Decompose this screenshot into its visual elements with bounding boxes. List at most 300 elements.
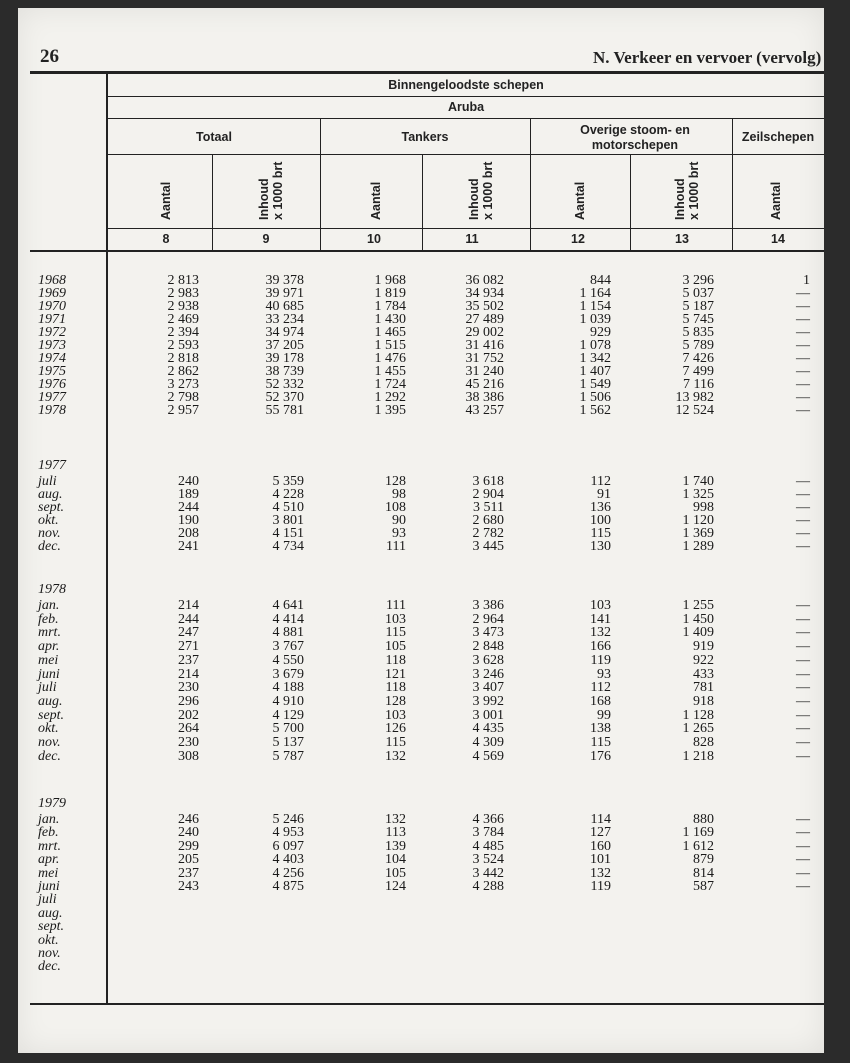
cell-col-10: 124 bbox=[385, 878, 406, 894]
section-title: N. Verkeer en vervoer (vervolg) bbox=[593, 48, 822, 67]
row-label: juli bbox=[38, 892, 57, 908]
group-label-text: 1979 bbox=[38, 796, 66, 811]
cell-col-14: — bbox=[796, 539, 810, 555]
cell-col-11: 2 848 bbox=[472, 639, 504, 655]
cell-col-14: — bbox=[796, 487, 810, 503]
cell-col-11: 4 309 bbox=[472, 735, 504, 751]
cell-col-9: 4 256 bbox=[272, 865, 304, 881]
rule-col-8-9 bbox=[212, 154, 213, 252]
cell-col-13: 1 409 bbox=[682, 625, 714, 641]
cell-col-9: 38 739 bbox=[265, 364, 304, 380]
cell-col-8: 2 394 bbox=[167, 325, 199, 341]
cell-col-13: 7 426 bbox=[682, 351, 714, 367]
cell-col-10: 1 784 bbox=[374, 299, 406, 315]
cell-col-14: — bbox=[796, 312, 810, 328]
row-label: juli bbox=[38, 680, 57, 696]
colnum-12: 12 bbox=[571, 232, 585, 246]
cell-col-13: 1 325 bbox=[682, 487, 714, 503]
cell-col-10: 118 bbox=[385, 652, 406, 668]
row-label: mei bbox=[38, 865, 59, 881]
cell-col-11: 3 001 bbox=[472, 707, 504, 723]
cell-col-10: 115 bbox=[385, 625, 406, 641]
cell-col-14: — bbox=[796, 721, 810, 737]
cell-col-11: 45 216 bbox=[465, 377, 504, 393]
cell-col-11: 3 628 bbox=[472, 652, 504, 668]
cell-col-10: 1 292 bbox=[374, 390, 406, 406]
cell-col-12: 103 bbox=[590, 598, 611, 613]
cell-col-12: 130 bbox=[590, 539, 611, 555]
rule-above-colnums bbox=[108, 228, 824, 229]
month-row bbox=[18, 959, 824, 975]
cell-col-8: 308 bbox=[178, 748, 199, 764]
cell-col-13: 7 499 bbox=[682, 364, 714, 380]
cell-col-10: 111 bbox=[386, 598, 406, 613]
cell-col-14: — bbox=[796, 299, 810, 315]
cell-col-8: 2 813 bbox=[167, 273, 199, 288]
cell-col-8: 240 bbox=[178, 474, 199, 489]
row-label: apr. bbox=[38, 852, 60, 868]
cell-col-12: 91 bbox=[597, 487, 611, 503]
header-inhoud-11-l1: Inhoud bbox=[467, 178, 481, 220]
cell-col-10: 139 bbox=[385, 838, 406, 854]
cell-col-11: 2 782 bbox=[472, 526, 504, 542]
row-label: juni bbox=[38, 666, 60, 682]
colnum-10: 10 bbox=[367, 232, 381, 246]
cell-col-9: 4 641 bbox=[272, 598, 304, 613]
cell-col-9: 4 403 bbox=[272, 852, 304, 868]
cell-col-12: 114 bbox=[590, 812, 611, 827]
cell-col-12: 112 bbox=[590, 680, 611, 696]
cell-col-12: 136 bbox=[590, 500, 611, 516]
cell-col-11: 3 386 bbox=[472, 598, 504, 613]
cell-col-13: 1 218 bbox=[682, 748, 714, 764]
cell-col-9: 55 781 bbox=[265, 403, 304, 419]
page-number: 26 bbox=[40, 46, 59, 67]
cell-col-13: 5 037 bbox=[682, 286, 714, 302]
row-label: 1968 bbox=[38, 273, 66, 288]
cell-col-13: 1 289 bbox=[682, 539, 714, 555]
cell-col-10: 115 bbox=[385, 735, 406, 751]
cell-col-13: 1 120 bbox=[682, 513, 714, 529]
header-aantal-14: Aantal bbox=[769, 181, 783, 220]
row-label: dec. bbox=[38, 539, 61, 555]
cell-col-8: 237 bbox=[178, 865, 199, 881]
cell-col-9: 3 767 bbox=[272, 639, 304, 655]
row-label: 1971 bbox=[38, 312, 66, 328]
cell-col-9: 4 151 bbox=[272, 526, 304, 542]
cell-col-13: 5 835 bbox=[682, 325, 714, 341]
row-label: dec. bbox=[38, 959, 61, 975]
cell-col-9: 4 734 bbox=[272, 539, 304, 555]
row-label: 1972 bbox=[38, 325, 66, 341]
cell-col-13: 5 745 bbox=[682, 312, 714, 328]
cell-col-11: 36 082 bbox=[465, 273, 504, 288]
cell-col-13: 1 128 bbox=[682, 707, 714, 723]
cell-col-11: 4 366 bbox=[472, 812, 504, 827]
cell-col-13: 922 bbox=[693, 652, 714, 668]
header-aantal-12: Aantal bbox=[573, 181, 587, 220]
cell-col-14: — bbox=[796, 286, 810, 302]
colnum-8: 8 bbox=[162, 232, 170, 246]
row-label: mei bbox=[38, 652, 59, 668]
group-label-text: 1977 bbox=[38, 458, 66, 473]
row-label: sept. bbox=[38, 919, 65, 935]
cell-col-9: 6 097 bbox=[272, 838, 304, 854]
cell-col-8: 214 bbox=[178, 598, 199, 613]
row-label: sept. bbox=[38, 707, 65, 723]
cell-col-12: 844 bbox=[590, 273, 611, 288]
cell-col-8: 202 bbox=[178, 707, 199, 723]
cell-col-10: 111 bbox=[386, 539, 406, 555]
cell-col-14: — bbox=[796, 377, 810, 393]
cell-col-13: 1 740 bbox=[682, 474, 714, 489]
cell-col-12: 1 407 bbox=[579, 364, 611, 380]
cell-col-9: 4 953 bbox=[272, 825, 304, 841]
cell-col-12: 1 039 bbox=[579, 312, 611, 328]
row-label: nov. bbox=[38, 526, 61, 542]
cell-col-14: — bbox=[796, 680, 810, 696]
cell-col-8: 2 818 bbox=[167, 351, 199, 367]
cell-col-14: — bbox=[796, 611, 810, 627]
cell-col-9: 5 787 bbox=[272, 748, 304, 764]
cell-col-14: — bbox=[796, 474, 810, 489]
row-label: 1970 bbox=[38, 299, 66, 315]
header-inhoud-11-l2: x 1000 brt bbox=[481, 161, 495, 220]
row-label: 1969 bbox=[38, 286, 66, 302]
cell-col-14: — bbox=[796, 625, 810, 641]
cell-col-14: — bbox=[796, 812, 810, 827]
header-inhoud-9-l1: Inhoud bbox=[257, 178, 271, 220]
row-label: nov. bbox=[38, 735, 61, 751]
row-label: dec. bbox=[38, 748, 61, 764]
cell-col-12: 160 bbox=[590, 838, 611, 854]
row-label: 1973 bbox=[38, 338, 66, 354]
header-aantal-8: Aantal bbox=[159, 181, 173, 220]
header-inhoud-9-l2: x 1000 brt bbox=[271, 161, 285, 220]
cell-col-13: 5 187 bbox=[682, 299, 714, 315]
cell-col-14: — bbox=[796, 338, 810, 354]
cell-col-9: 5 137 bbox=[272, 735, 304, 751]
header-binnengeloodste: Binnengeloodste schepen bbox=[388, 78, 544, 92]
cell-col-11: 29 002 bbox=[465, 325, 504, 341]
cell-col-12: 1 078 bbox=[579, 338, 611, 354]
header-inhoud-13-l1: Inhoud bbox=[673, 178, 687, 220]
row-label: 1974 bbox=[38, 351, 66, 367]
cell-col-11: 35 502 bbox=[465, 299, 504, 315]
cell-col-8: 243 bbox=[178, 878, 199, 894]
cell-col-12: 115 bbox=[590, 526, 611, 542]
cell-col-14: — bbox=[796, 878, 810, 894]
cell-col-13: 3 296 bbox=[682, 273, 714, 288]
cell-col-11: 4 569 bbox=[472, 748, 504, 764]
cell-col-12: 100 bbox=[590, 513, 611, 529]
row-label: juli bbox=[38, 474, 57, 489]
cell-col-14: — bbox=[796, 364, 810, 380]
rule-under-aruba bbox=[108, 118, 824, 119]
cell-col-9: 4 510 bbox=[272, 500, 304, 516]
cell-col-9: 40 685 bbox=[265, 299, 304, 315]
cell-col-10: 1 465 bbox=[374, 325, 406, 341]
cell-col-14: — bbox=[796, 325, 810, 341]
cell-col-8: 230 bbox=[178, 735, 199, 751]
cell-col-13: 781 bbox=[693, 680, 714, 696]
cell-col-9: 34 974 bbox=[265, 325, 304, 341]
cell-col-10: 126 bbox=[385, 721, 406, 737]
cell-col-11: 4 435 bbox=[472, 721, 504, 737]
cell-col-13: 879 bbox=[693, 852, 714, 868]
cell-col-8: 246 bbox=[178, 812, 199, 827]
rule-tankers-overige bbox=[530, 118, 531, 252]
cell-col-12: 168 bbox=[590, 693, 611, 709]
header-tankers: Tankers bbox=[401, 130, 449, 144]
cell-col-12: 1 164 bbox=[579, 286, 611, 302]
row-label: aug. bbox=[38, 693, 63, 709]
cell-col-11: 3 246 bbox=[472, 666, 504, 682]
cell-col-10: 93 bbox=[392, 526, 406, 542]
cell-col-9: 5 359 bbox=[272, 474, 304, 489]
cell-col-12: 929 bbox=[590, 325, 611, 341]
cell-col-8: 271 bbox=[178, 639, 199, 655]
cell-col-8: 208 bbox=[178, 526, 199, 542]
cell-col-11: 3 524 bbox=[472, 852, 504, 868]
cell-col-12: 138 bbox=[590, 721, 611, 737]
cell-col-10: 1 968 bbox=[374, 273, 406, 288]
cell-col-12: 119 bbox=[590, 652, 611, 668]
cell-col-11: 3 407 bbox=[472, 680, 504, 696]
cell-col-9: 39 178 bbox=[265, 351, 304, 367]
rule-under-groups bbox=[108, 154, 824, 155]
cell-col-11: 3 618 bbox=[472, 474, 504, 489]
cell-col-12: 1 549 bbox=[579, 377, 611, 393]
cell-col-13: 919 bbox=[693, 639, 714, 655]
row-label: mrt. bbox=[38, 625, 61, 641]
rule-col-10-11 bbox=[422, 154, 423, 252]
cell-col-11: 2 680 bbox=[472, 513, 504, 529]
cell-col-9: 3 679 bbox=[272, 666, 304, 682]
rule-under-top bbox=[108, 96, 824, 97]
cell-col-10: 103 bbox=[385, 611, 406, 627]
cell-col-10: 128 bbox=[385, 474, 406, 489]
cell-col-12: 166 bbox=[590, 639, 611, 655]
cell-col-12: 93 bbox=[597, 666, 611, 682]
row-label: 1976 bbox=[38, 377, 66, 393]
cell-col-8: 247 bbox=[178, 625, 199, 641]
cell-col-14: — bbox=[796, 500, 810, 516]
cell-col-8: 244 bbox=[178, 500, 199, 516]
cell-col-10: 108 bbox=[385, 500, 406, 516]
cell-col-14: 1 bbox=[803, 273, 810, 288]
cell-col-13: 13 982 bbox=[675, 390, 714, 406]
cell-col-8: 2 469 bbox=[167, 312, 199, 328]
row-label: 1977 bbox=[38, 390, 66, 406]
cell-col-14: — bbox=[796, 639, 810, 655]
header-zeilschepen: Zeilschepen bbox=[741, 130, 815, 144]
cell-col-9: 4 228 bbox=[272, 487, 304, 503]
row-label: 1975 bbox=[38, 364, 66, 380]
cell-col-13: 918 bbox=[693, 693, 714, 709]
cell-col-10: 118 bbox=[385, 680, 406, 696]
cell-col-8: 205 bbox=[178, 852, 199, 868]
group-year-label bbox=[18, 796, 824, 812]
cell-col-13: 1 612 bbox=[682, 838, 714, 854]
cell-col-10: 103 bbox=[385, 707, 406, 723]
cell-col-10: 1 724 bbox=[374, 377, 406, 393]
cell-col-14: — bbox=[796, 693, 810, 709]
row-label: juni bbox=[38, 878, 60, 894]
cell-col-11: 3 445 bbox=[472, 539, 504, 555]
group-label-text: 1978 bbox=[38, 582, 66, 597]
cell-col-9: 37 205 bbox=[265, 338, 304, 354]
cell-col-8: 2 938 bbox=[167, 299, 199, 315]
cell-col-12: 1 506 bbox=[579, 390, 611, 406]
cell-col-10: 1 395 bbox=[374, 403, 406, 419]
table-bottom-rule bbox=[30, 1003, 824, 1005]
cell-col-10: 132 bbox=[385, 812, 406, 827]
row-label: aug. bbox=[38, 905, 63, 921]
cell-col-8: 3 273 bbox=[167, 377, 199, 393]
cell-col-14: — bbox=[796, 390, 810, 406]
row-label: jan. bbox=[38, 812, 60, 827]
cell-col-9: 3 801 bbox=[272, 513, 304, 529]
cell-col-14: — bbox=[796, 351, 810, 367]
cell-col-12: 132 bbox=[590, 625, 611, 641]
cell-col-10: 1 476 bbox=[374, 351, 406, 367]
cell-col-11: 27 489 bbox=[465, 312, 504, 328]
cell-col-13: 1 169 bbox=[682, 825, 714, 841]
cell-col-11: 31 240 bbox=[465, 364, 504, 380]
cell-col-13: 7 116 bbox=[683, 377, 714, 393]
cell-col-14: — bbox=[796, 526, 810, 542]
row-label: okt. bbox=[38, 721, 59, 737]
rule-col-12-13 bbox=[630, 154, 631, 252]
cell-col-12: 101 bbox=[590, 852, 611, 868]
cell-col-10: 1 455 bbox=[374, 364, 406, 380]
cell-col-11: 3 473 bbox=[472, 625, 504, 641]
row-label: aug. bbox=[38, 487, 63, 503]
row-label: apr. bbox=[38, 639, 60, 655]
cell-col-9: 52 370 bbox=[265, 390, 304, 406]
document-page bbox=[18, 8, 824, 1053]
cell-col-14: — bbox=[796, 865, 810, 881]
cell-col-12: 115 bbox=[590, 735, 611, 751]
group-year-label bbox=[18, 458, 824, 474]
row-label: okt. bbox=[38, 932, 59, 948]
cell-col-14: — bbox=[796, 598, 810, 613]
cell-col-9: 4 129 bbox=[272, 707, 304, 723]
cell-col-13: 998 bbox=[693, 500, 714, 516]
colnum-9: 9 bbox=[262, 232, 270, 246]
cell-col-13: 5 789 bbox=[682, 338, 714, 354]
colnum-11: 11 bbox=[465, 232, 479, 246]
cell-col-10: 128 bbox=[385, 693, 406, 709]
cell-col-13: 1 255 bbox=[682, 598, 714, 613]
cell-col-11: 4 288 bbox=[472, 878, 504, 894]
cell-col-14: — bbox=[796, 825, 810, 841]
header-overige: Overige stoom- en motorschepen bbox=[580, 123, 690, 152]
cell-col-12: 132 bbox=[590, 865, 611, 881]
colnum-13: 13 bbox=[675, 232, 689, 246]
cell-col-13: 1 369 bbox=[682, 526, 714, 542]
cell-col-11: 31 752 bbox=[465, 351, 504, 367]
cell-col-12: 1 154 bbox=[579, 299, 611, 315]
cell-col-14: — bbox=[796, 403, 810, 419]
cell-col-11: 3 442 bbox=[472, 865, 504, 881]
cell-col-12: 141 bbox=[590, 611, 611, 627]
cell-col-9: 4 188 bbox=[272, 680, 304, 696]
cell-col-9: 5 246 bbox=[272, 812, 304, 827]
cell-col-10: 105 bbox=[385, 865, 406, 881]
cell-col-8: 241 bbox=[178, 539, 199, 555]
cell-col-9: 39 378 bbox=[265, 273, 304, 288]
cell-col-8: 190 bbox=[178, 513, 199, 529]
cell-col-8: 230 bbox=[178, 680, 199, 696]
year-row bbox=[18, 403, 824, 419]
cell-col-14: — bbox=[796, 748, 810, 764]
cell-col-11: 2 964 bbox=[472, 611, 504, 627]
cell-col-8: 299 bbox=[178, 838, 199, 854]
cell-col-8: 2 862 bbox=[167, 364, 199, 380]
cell-col-12: 1 562 bbox=[579, 403, 611, 419]
cell-col-8: 264 bbox=[178, 721, 199, 737]
cell-col-8: 296 bbox=[178, 693, 199, 709]
cell-col-9: 52 332 bbox=[265, 377, 304, 393]
cell-col-11: 2 904 bbox=[472, 487, 504, 503]
cell-col-11: 31 416 bbox=[465, 338, 504, 354]
row-label: sept. bbox=[38, 500, 65, 516]
cell-col-8: 237 bbox=[178, 652, 199, 668]
cell-col-12: 176 bbox=[590, 748, 611, 764]
cell-col-14: — bbox=[796, 513, 810, 529]
cell-col-10: 1 430 bbox=[374, 312, 406, 328]
cell-col-8: 244 bbox=[178, 611, 199, 627]
month-row bbox=[18, 749, 824, 765]
cell-col-9: 5 700 bbox=[272, 721, 304, 737]
header-aantal-10: Aantal bbox=[369, 181, 383, 220]
cell-col-13: 814 bbox=[693, 865, 714, 881]
header-aruba: Aruba bbox=[447, 100, 485, 114]
cell-col-8: 214 bbox=[178, 666, 199, 682]
row-label: 1978 bbox=[38, 403, 66, 419]
cell-col-13: 12 524 bbox=[675, 403, 714, 419]
cell-col-10: 121 bbox=[385, 666, 406, 682]
cell-col-10: 1 515 bbox=[374, 338, 406, 354]
cell-col-9: 4 414 bbox=[272, 611, 304, 627]
row-label: jan. bbox=[38, 598, 60, 613]
cell-col-10: 105 bbox=[385, 639, 406, 655]
cell-col-8: 2 983 bbox=[167, 286, 199, 302]
cell-col-12: 99 bbox=[597, 707, 611, 723]
cell-col-10: 132 bbox=[385, 748, 406, 764]
cell-col-10: 113 bbox=[385, 825, 406, 841]
cell-col-13: 1 265 bbox=[682, 721, 714, 737]
cell-col-9: 39 971 bbox=[265, 286, 304, 302]
cell-col-10: 90 bbox=[392, 513, 406, 529]
cell-col-10: 104 bbox=[385, 852, 406, 868]
table-top-rule bbox=[30, 71, 824, 74]
cell-col-12: 127 bbox=[590, 825, 611, 841]
cell-col-8: 240 bbox=[178, 825, 199, 841]
header-totaal: Totaal bbox=[196, 130, 232, 144]
cell-col-12: 1 342 bbox=[579, 351, 611, 367]
cell-col-11: 3 992 bbox=[472, 693, 504, 709]
cell-col-11: 3 784 bbox=[472, 825, 504, 841]
cell-col-9: 4 875 bbox=[272, 878, 304, 894]
cell-col-11: 38 386 bbox=[465, 390, 504, 406]
cell-col-9: 4 910 bbox=[272, 693, 304, 709]
cell-col-10: 98 bbox=[392, 487, 406, 503]
cell-col-14: — bbox=[796, 707, 810, 723]
cell-col-8: 2 957 bbox=[167, 403, 199, 419]
